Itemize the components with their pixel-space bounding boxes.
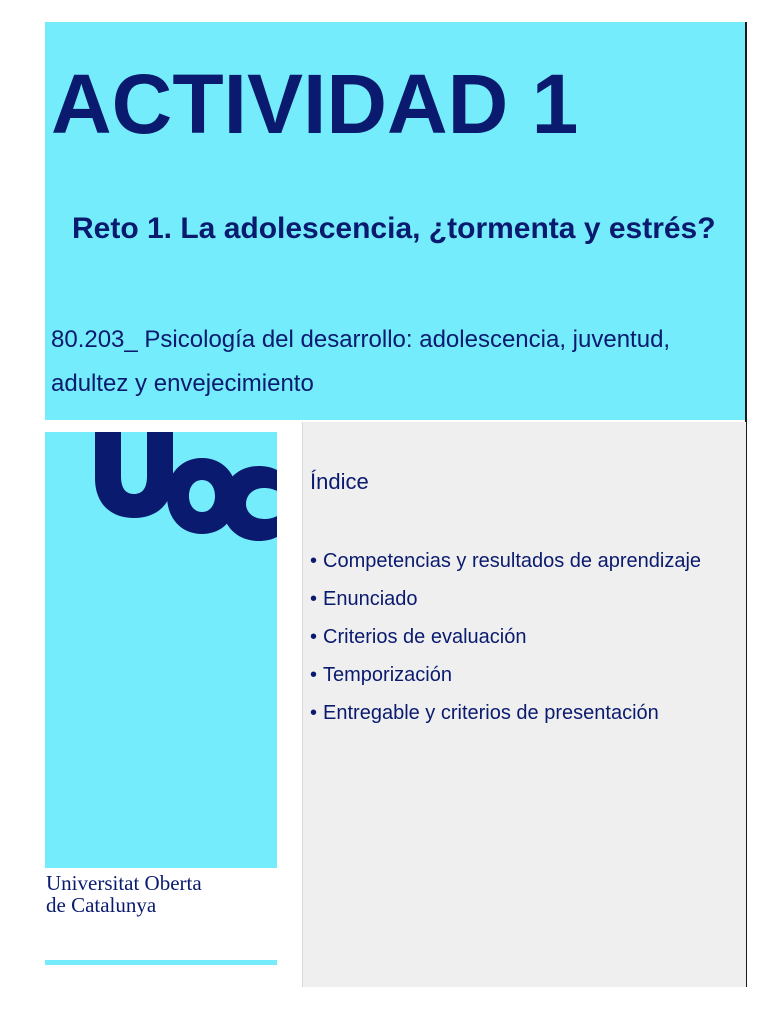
bullet-icon: •: [310, 664, 318, 686]
page-title: ACTIVIDAD 1: [51, 57, 579, 151]
index-item: [310, 656, 730, 694]
accent-divider: [45, 960, 277, 965]
logo-panel: [45, 432, 277, 868]
index-panel: [302, 422, 746, 987]
index-title: Índice: [310, 469, 369, 494]
index-item-label: Criterios de evaluación: [323, 626, 527, 648]
bullet-icon: •: [310, 626, 318, 648]
uoc-logo-icon: [45, 432, 277, 868]
bullet-icon: •: [310, 702, 318, 724]
bullet-icon: •: [310, 588, 318, 610]
index-item-label: Temporización: [323, 664, 452, 686]
index-item-label: Enunciado: [323, 588, 418, 610]
index-item: [310, 542, 730, 580]
university-name: [46, 872, 276, 916]
index-list: [310, 542, 730, 732]
index-item: [310, 618, 730, 656]
index-item-label: Competencias y resultados de aprendizaje: [323, 550, 702, 572]
university-name-line2: de Catalunya: [46, 893, 157, 917]
index-item-label: Entregable y criterios de presentación: [323, 702, 659, 724]
university-name-line1: Universitat Oberta: [46, 871, 202, 895]
index-item: [310, 580, 730, 618]
page-subtitle: Reto 1. La adolescencia, ¿tormenta y estrés?: [72, 212, 716, 245]
header-band: [45, 22, 745, 420]
bullet-icon: •: [310, 550, 318, 572]
course-name: 80.203_ Psicología del desarrollo: adolescencia, juventud, adultez y envejecimiento: [51, 326, 671, 397]
index-item: [310, 694, 730, 732]
